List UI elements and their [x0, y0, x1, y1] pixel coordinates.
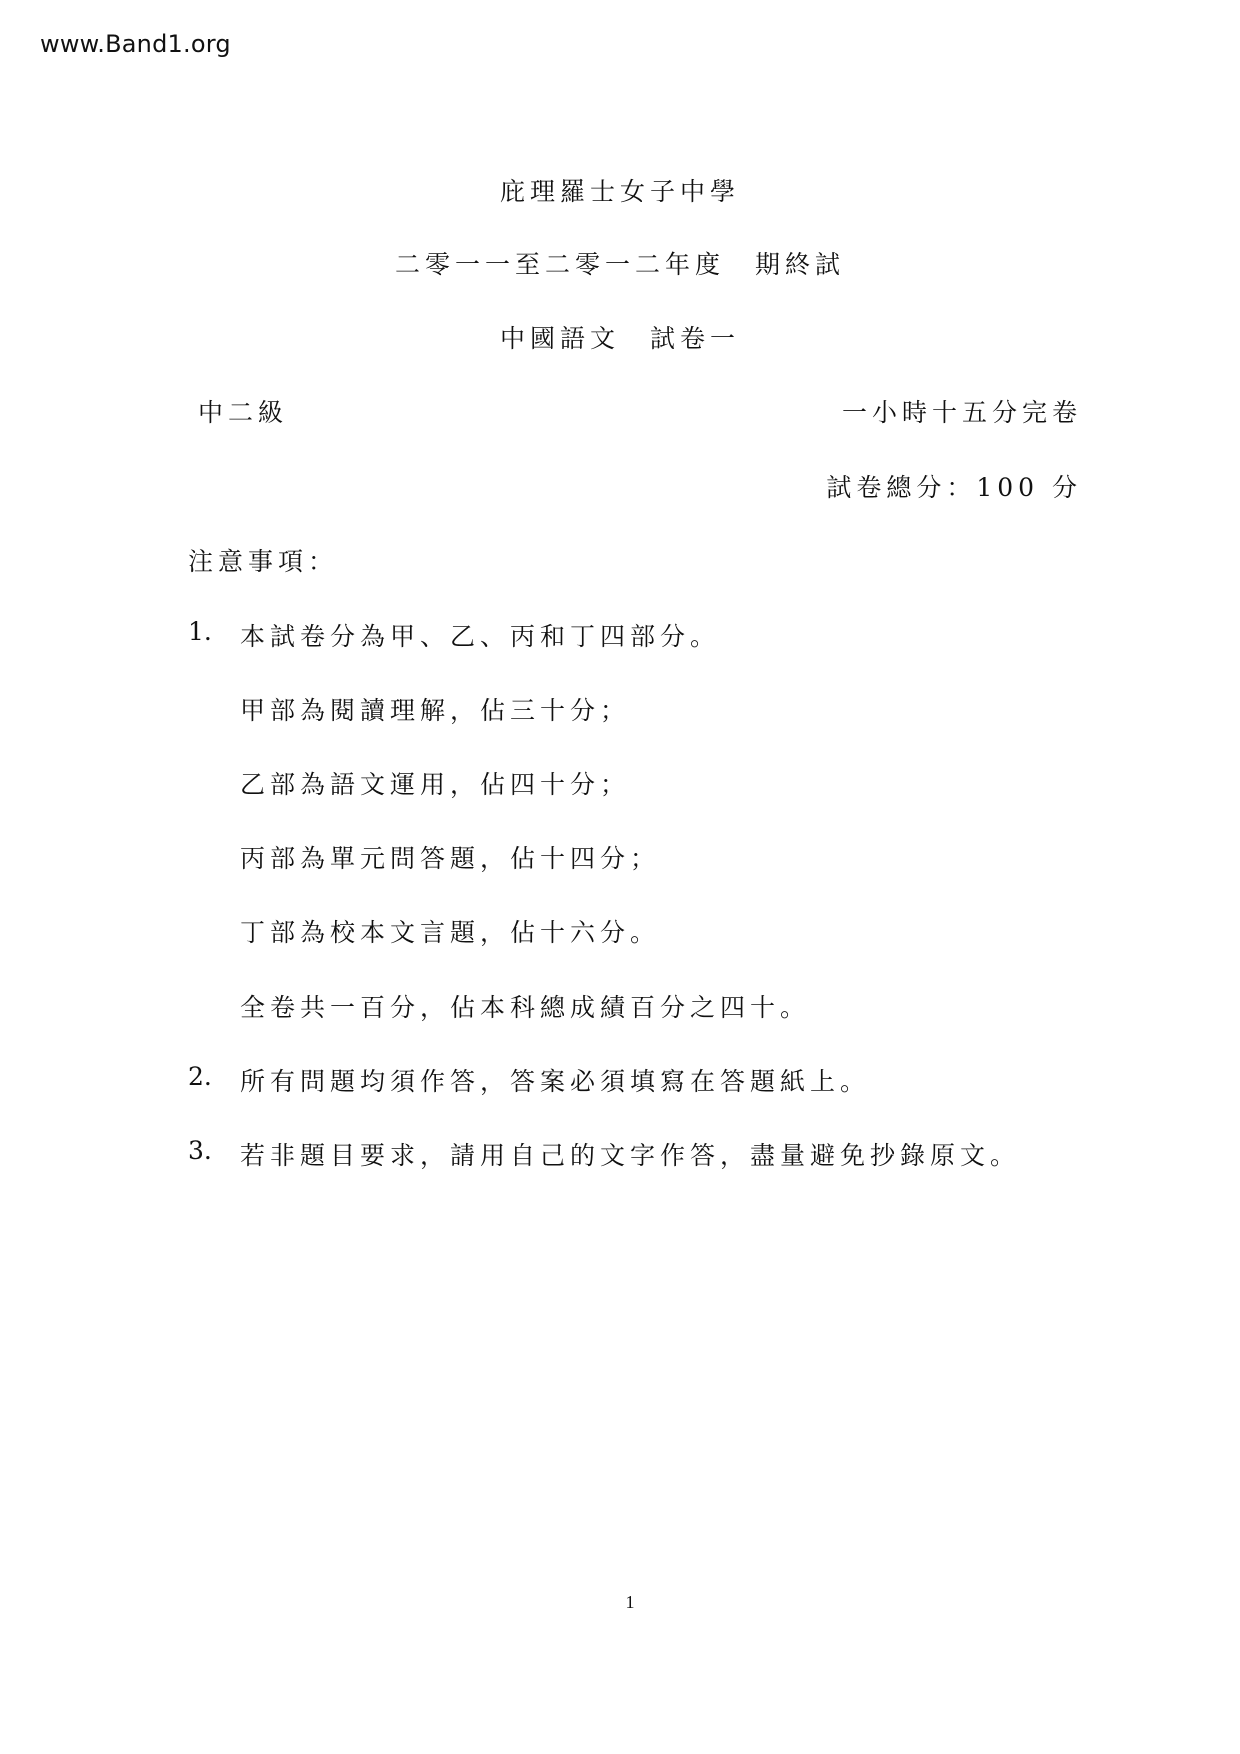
note-number-3: 3.: [188, 1136, 212, 1165]
note-subline-section-a: 甲部為閱讀理解，佔三十分；: [240, 696, 631, 725]
paper-title: 中國語文 試卷一: [499, 324, 740, 353]
note-subline-section-b: 乙部為語文運用，佔四十分；: [240, 770, 631, 799]
exam-duration: 一小時十五分完卷: [841, 398, 1082, 427]
notice-heading: 注意事項：: [188, 547, 339, 576]
note-number-1: 1.: [188, 617, 212, 646]
school-name: 庇理羅士女子中學: [499, 177, 740, 206]
exam-year-title: 二零一一至二零一二年度 期終試: [394, 250, 845, 279]
page-number: 1: [625, 1592, 635, 1612]
grade-level: 中二級: [198, 398, 289, 427]
note-subline-section-c: 丙部為單元問答題，佔十四分；: [240, 844, 661, 873]
note-subline-section-d: 丁部為校本文言題，佔十六分。: [240, 918, 661, 947]
note-text-3: 若非題目要求，請用自己的文字作答，盡量避免抄錄原文。: [240, 1141, 1021, 1170]
note-number-2: 2.: [188, 1062, 212, 1091]
total-marks: 試卷總分：100 分: [826, 473, 1082, 502]
note-text-2: 所有問題均須作答，答案必須填寫在答題紙上。: [240, 1067, 871, 1096]
note-subline-total: 全卷共一百分，佔本科總成績百分之四十。: [240, 993, 811, 1022]
website-watermark: www.Band1.org: [40, 30, 231, 58]
note-text-1: 本試卷分為甲、乙、丙和丁四部分。: [240, 622, 721, 651]
